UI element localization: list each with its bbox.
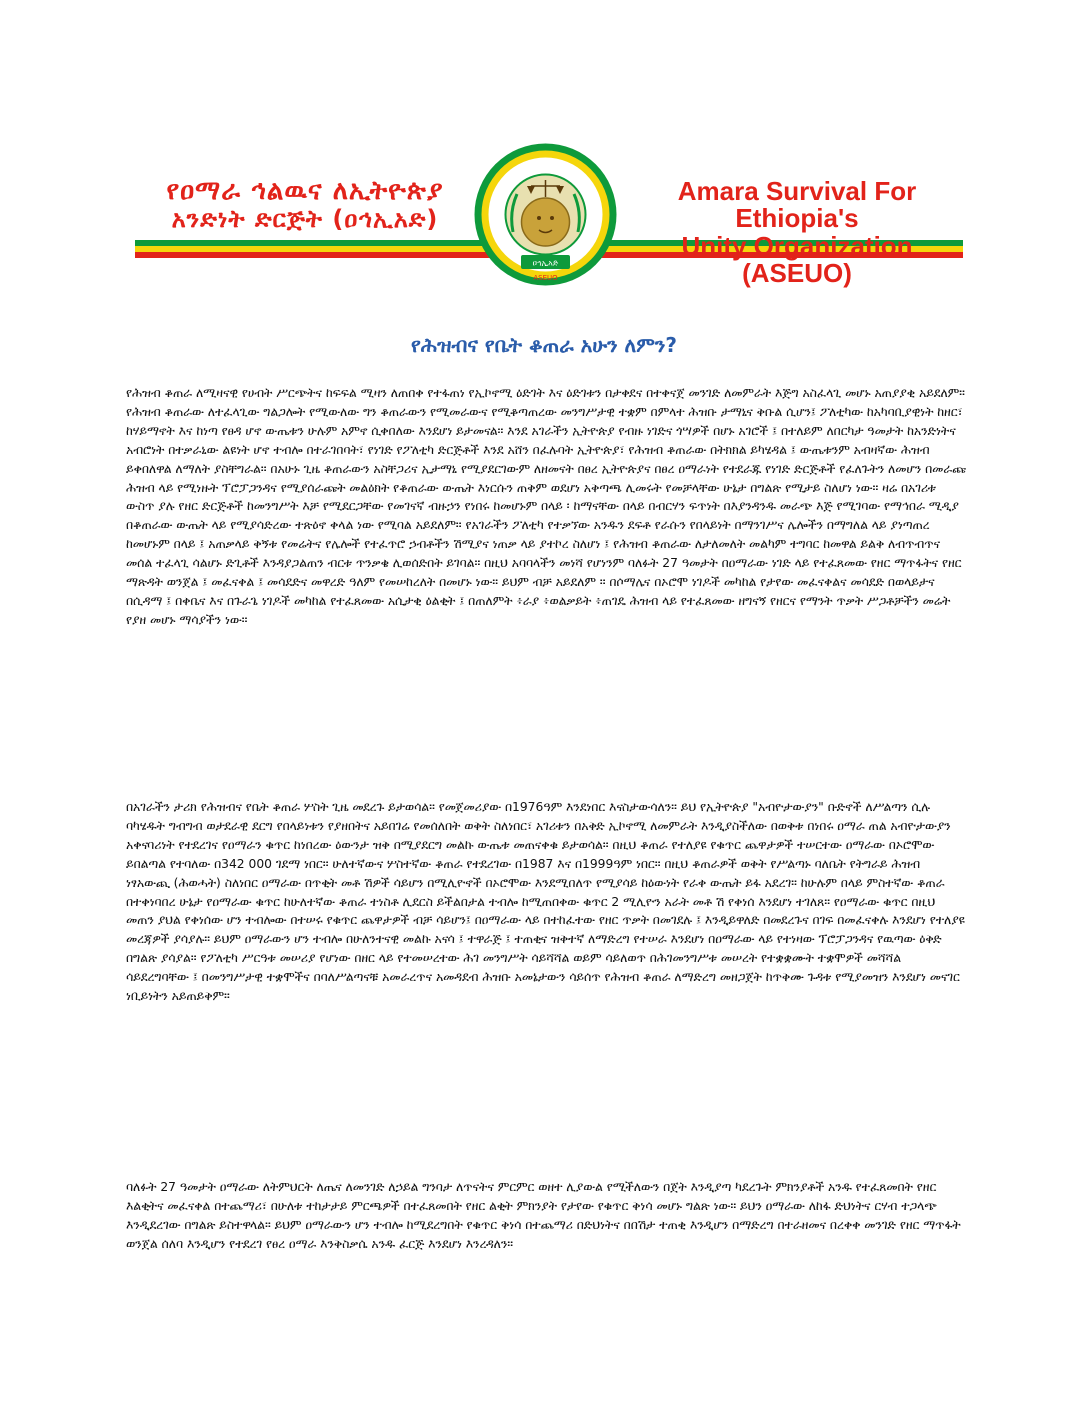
letterhead [0, 0, 1088, 288]
org-name-amharic [140, 178, 470, 232]
paragraph-3: ባለፉት 27 ዓመታት ዐማራው ለትምህርት ለጤና ለመንገድ ለኃይል ግንባታ ለጥናትና ምርምር ወዘተ ሊያውል የሚችለውን በጀት እንዲያጣ ካደረጉት ምክንያቶች አንዱ የተፈጸመበት የዘር እልቂትና መፈናቀል በተጨማሪ፣ በሁለቱ ተከታታይ ምርጫዎች በተፈጸመበት የዘር ልቂት ምክንያት የታየው የቁጥር ቅነሳ መሆኑ ግልጽ ነው። ይህን ዐማራው ለከፋ ድህነትና ርሃብ ተጋላጭ እንዲደረገው በግልጽ ይስተዋላል። ይህም ዐማራውን ሆን ተብሎ ከሚደረግበት የቁጥር ቅነሳ በተጨማሪ በድህነትና በበሽታ ተጠቂ እንዲሆን በማድረግ በተራዘመና በረቀቀ መንገድ የዘር ማጥፋት ወንጀል ሰለባ እንዲሆን የተደረገ የፀረ ዐማራ እንቅስቃሴ አንዱ ፈርጅ እንደሆነ እንረዳለን። [126, 1180, 961, 1251]
org-name-english [632, 178, 962, 287]
logo-bottom-amharic: ዐኅኢአድ [532, 258, 559, 268]
paragraph-2: በአገራችን ታሪክ የሕዝብና የቤት ቆጠራ ሦስት ጊዜ መደረጉ ይታወሳል። የመጀመሪያው በ1976ዓም እንደነበር እናስታውሳለን። ይህ የኢትዮጵያ "አብዮታውያን" ቡድኖች ለሥልጣን ሲሉ ባካሄዱት ግብግብ ወታደራዊ ደርግ የበላይነቱን የያዘበትና አይበገሬ የመሰለበት ወቅት ስለነበር፣ አገሪቱን በአቅድ ኢኮኖሚ ለመምራት እንዲያስችለው በወቅቱ በነበሩ ዐማራ ጠል አብዮታውያን አቀናባሪነት የተደረገና የዐማራን ቁጥር ከነበረው ዕውንታ ዝቅ በሚያደርግ መልኩ ውጤቱ መጠናቀቁ ይታወሳል። በዚህ ቆጠራ የተለያዩ የቁጥር ጨዋታዎች ተሠርተው ዐማራው በኦሮሞው ይበልጣል የተባለው በ342 000 ገደማ ነበር። ሁለተኛውና ሦስተኛው ቆጠራ የተደረገው በ1987 እና በ1999ዓም ነበር። በዚህ ቆጠራዎች ወቅት የሥልጣኑ ባለቤት የትግራይ ሕዝብ ነፃአውጪ (ሕወሓት) ስለነበር ዐማራው በጥቂት መቶ ሽዎች ሳይሆን በሚሊዮኖች በኦሮሞው እንደሚበለጥ የሚያሳይ ከዕውነት የራቀ ውጤት ይፋ አደረገ። ከሁሉም በላይ ምስተኛው ቆጠራ በተቀነባበረ ሁኔታ የዐማራው ቁጥር ከሁለተኛው ቆጠራ ተነስቶ ሊደርስ ይችልበታል ተብሎ ከሚጠበቀው ቁጥር 2 ሚሊዮን አራት መቶ ሽ የቀነሰ እንደሆነ ተገለጸ። የዐማራው ቁጥር በዚህ መጠን ያህል የቀነሰው ሆን ተብሎው በተሠሩ የቁጥር ጨዋታዎች ብቻ ሳይሆን፤ በዐማራው ላይ በተከፈተው የዘር ጥቃት በመገደሉ ፤ እንዲይዋለድ በመደረጉና በገፍ በመፈናቀሉ እንደሆነ የተለያዩ መረጃዎች ያሳያሉ። ይህም ዐማራውን ሆን ተብሎ በሁለንተናዊ መልኩ አናሳ ፤ ተዋራጅ ፤ ተጠቂና ዝቅተኛ ለማድረግ የተሠራ እንደሆነ በዐማራው ላይ የተነዛው ፕሮፓጋንዳና የዉጣው ዕቅድ በግልጽ ያሳያል። የፖለቲካ ሥርዓቱ መሠሪያ የሆነው በዘር ላይ የተመሠረተው ሕገ መንግሥት ሳይሻሻል ወይም ሳይለወጥ በሕገመንግሥቱ መሠረት የተቋቋሙት ተቋሞዎች መሻሻል ሳይደረግባቸው ፤ በመንግሥታዊ ተቋሞችና በባለሥልጣናቹ አመራረጥና አመዳደብ ሕዝቡ አመኔታውን ሳይሰጥ የሕዝብ ቆጠራ ለማድረግ መዘጋጀት ከጥቅሙ ጉዳቱ የሚያመዝን እንደሆነ መናገር ነቢይነትን አይጠይቅም። [126, 800, 965, 1004]
org-name-english-line2: Unity Organization (ASEUO) [681, 230, 913, 288]
document-title: የሕዝብና የቤት ቆጠራ አሁን ለምን? [410, 333, 677, 357]
document-body [126, 384, 966, 1251]
org-name-amharic-line2: አንድነት ድርጅት (ዐኅኢአድ) [171, 205, 439, 234]
paragraph-1: የሕዝብ ቆጠራ ለሚዛናዊ የሀብት ሥርጭትና ከፍፍል ሚዛን ለጠበቀ የተፋጠነ የኢኮኖሚ ዕድገት እና ዕድገቱን በታቀደና በተቀናጀ መንገድ ለመምራት እጅግ አስፈላጊ መሆኑ አጠያያቂ አይደለም። የሕዝብ ቆጠራው ለተፈላጊው ግልጋሎት የሚውለው ግን ቆጠራውን የሚመራውና የሚቆጣጠረው መንግሥታዊ ተቋም በምላተ ሕዝቡ ታማኒና ቅቡል ሲሆን፤ ፖለቲካው ከአካባቢያዊነት ከዘር፣ ከሃይማኖት እና ከነጣ የፀዳ ሆኖ ውጤቱን ሁሉም አምኖ ሲቀበለው እንደሆነ ይታመናል። እንደ አገራችን ኢትዮጵያ የብዙ ነገድና ጎሣዎች በሆኑ አገሮች ፤ በተለይም ለበርካታ ዓመታት ከአንድነትና አብሮነት በተቃራኒው ልዩነት ሆኖ ተብሎ በተራገበባት፣ የነገድ የፖለቲካ ድርጅቶች እንደ አሸን በፈሉባት ኢትዮጵያ፣ የሕዝብ ቆጠራው በትክክል ይካሄዳል ፤ ውጤቱንም አብዛኛው ሕዝብ ይቀበለዋል ለማለት ያስቸግራል። በአሁኑ ጊዜ ቆጠራውን አስቸጋሪና ኢታማኒ የሚያደርገውም ለዘመናት በፀረ ኢትዮጵያና በፀረ ዐማራነት የተደራጁ የነገድ ድርጅቶች የፈለጉትን ለመሆን በመራጩ ሕዝብ ላይ የሚነዙት ፕሮፓጋንዳና የሚያሰራጩት መልዕክት የቆጠራው ውጤት እነርሱን ጠቅም ወደሆነ አቅጣጫ ሊመሩት የመቻላቸው ሁኔታ በግልጽ የሚታይ ስለሆነ ነው። ዛሬ በአገሪቱ ውስጥ ያሉ የዘር ድርጅቶች ከመንግሥት እቻ የሚደርጋቸው የመገናኛ ብዙኃን የነበሩ ከመሆኑም በላይ ፡ ከማናቸው በላይ በብርሃን ፍጥነት በእያንዳንዱ መራጭ እጅ የሚገባው የማኅበራ ሚዲያ በቆጠራው ውጤት ላይ የሚያሳድረው ተጽዕኖ ቀላል ነው የሚባል አይደለም። የአገራችን ፖለቲካ የተቃኘው አንዱን ደፍቶ የራሱን የበላይነት በማንገሥና ሌሎችን በማግለል ላይ ያነጣጠረ ከመሆኑም በላይ ፤ አጠቃላይ ቅኝቱ የመሬትና የሌሎች የተፈጥሮ ኃብቶችን ሽሚያና ነጠቃ ላይ ያተኮረ ስለሆነ ፤ የሕዝብ ቆጠራው ለታለመለት መልካም ተግባር ከመዋል ይልቅ ለብጥብጥና መሰል ተፈላጊ ሳልሆኑ ድጊቶች እንዳያጋልጠን ብርቱ ጥንቃቄ ሊወሰድበት ይገባል። በዚህ አባባላችን መነሻ የሆነንም ባለፉት 27 ዓመታት በዐማራው ነገድ ላይ የተፈጸመው የዘር ማጥፋትና የዘር ማጽዳት ወንጀል ፤ መፈናቀል ፤ መሳደድና መዋረድ ዓለም የመሠከረለት በመሆኑ ነው። ይህም ብቻ አይደለም ። በሶማሌና በኦሮሞ ነገዶች መካከል የታየው መፈናቀልና መሳደድ በወላይታና በሲዳማ ፤ በቀቤና እና በጉራጌ ነገዶች መካከል የተፈጸመው አሲታቂ ዕልቂት ፤ በጠለምት ፥ራያ ፥ወልቃይት ፥ጠገዴ ሕዝብ ላይ የተፈጸመው ዘግናኝ የዘርና የማንት ጥቃት ሥጋቶቻችን መሬት የያዘ መሆኑ ማሳያችን ነው። [126, 386, 966, 627]
org-name-english-line1: Amara Survival For Ethiopia's [677, 176, 917, 234]
logo-bottom-english: ASEUO [533, 274, 558, 282]
org-name-amharic-line1: የዐማራ ኅልዉና ለኢትዮጵያ [166, 176, 444, 206]
organization-seal-logo [473, 142, 618, 287]
